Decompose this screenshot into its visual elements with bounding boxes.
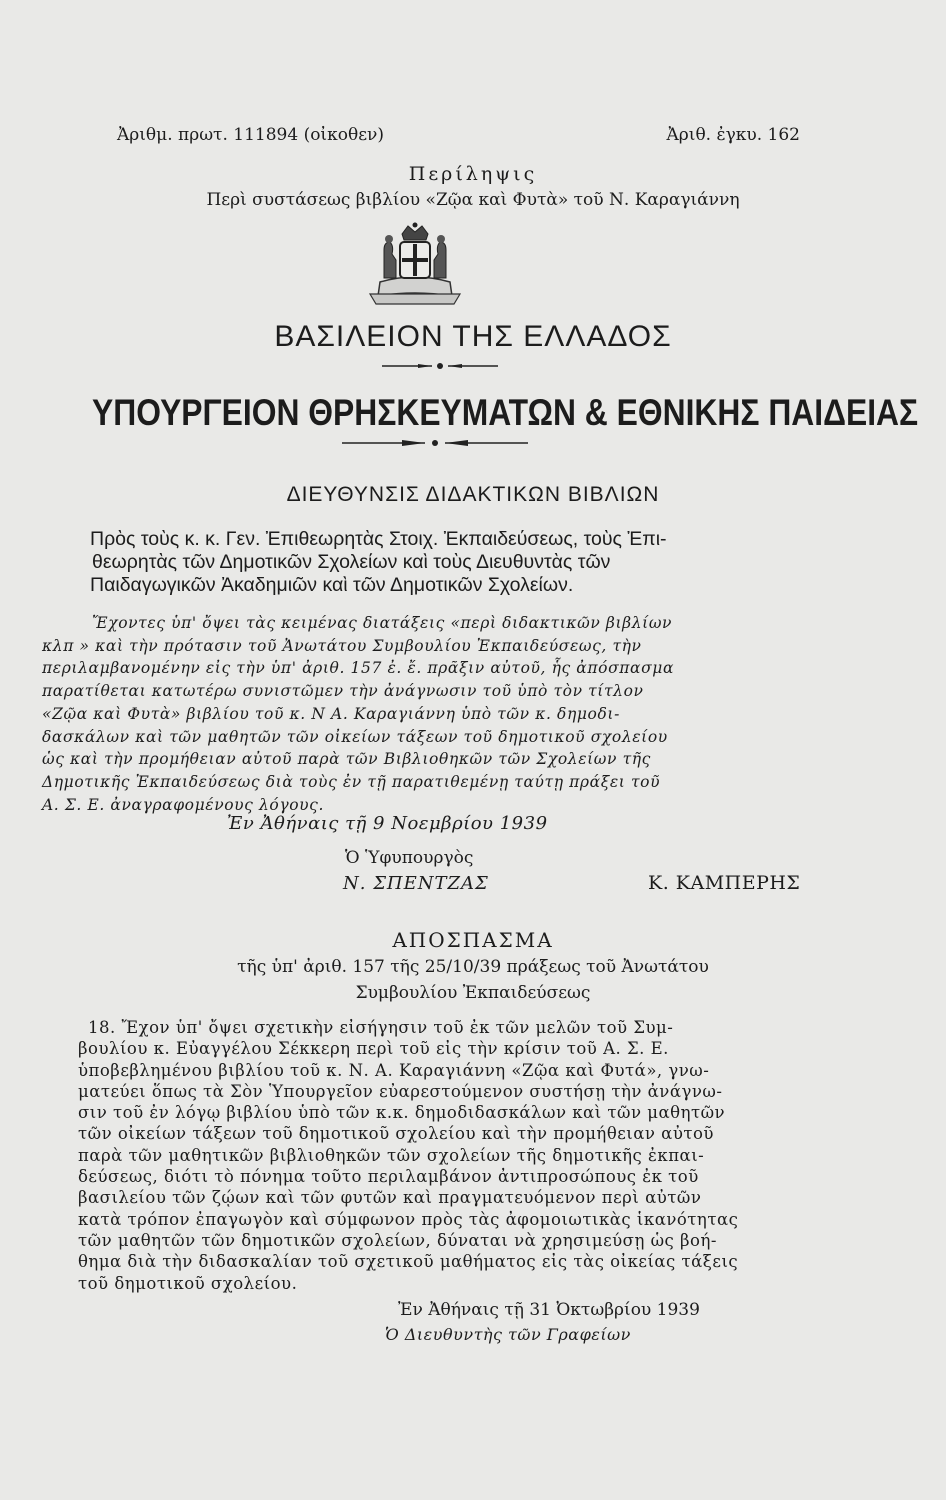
decision-date: Ἐν Ἀθήναις τῇ 9 Νοεμβρίου 1939	[227, 813, 548, 834]
extract-line: θημα διὰ τὴν διδασκαλίαν τοῦ σχετικοῦ μαθήματος εἰς τὰς οἰκείας τάξεις	[78, 1252, 739, 1272]
protocol-number: Ἀριθμ. πρωτ. 111894 (οἰκοθεν)	[117, 125, 384, 145]
decision-line: παρατίθεται κατωτέρω συνιστῶμεν τὴν ἀνάγνωσιν τοῦ ὑπὸ τὸν τίτλον	[42, 682, 644, 701]
extract-line: βασιλείου τῶν ζῴων καὶ τῶν φυτῶν καὶ πραγματευόμενον περὶ αὐτῶν	[78, 1188, 702, 1208]
extract-line: κατὰ τρόπον ἐπαγωγὸν καὶ σύμφωνον πρὸς τὰς ἀφομοιωτικὰς ἱκανότητας	[78, 1209, 739, 1229]
decision-line: Δημοτικῆς Ἐκπαιδεύσεως διὰ τοὺς ἐν τῇ παρατιθεμένῃ ταύτῃ πράξει τοῦ	[42, 772, 661, 791]
kingdom-heading: ΒΑΣΙΛΕΙΟΝ ΤΗΣ ΕΛΛΑΔΟΣ	[274, 320, 672, 353]
decision-line: «Ζῷα καὶ Φυτὰ» βιβλίου τοῦ κ. Ν Α. Καραγιάννη ὑπὸ τῶν κ. δημοδι-	[42, 704, 620, 723]
ornament-divider	[340, 437, 530, 449]
decision-text	[42, 612, 812, 816]
decision-line: Ἔχοντες ὑπ' ὄψει τὰς κειμένας διατάξεις «περὶ διδακτικῶν βιβλίων	[92, 614, 673, 632]
decision-line: περιλαμβανομένην εἰς τὴν ὑπ' ἀριθ. 157 ἐ. ἔ. πρᾶξιν αὐτοῦ, ἧς ἀπόσπασμα	[42, 659, 675, 678]
extract-signer: Ὁ Διευθυντὴς τῶν Γραφείων	[385, 1325, 631, 1344]
extract-line: ματεύει ὅπως τὰ Σὸν Ὑπουργεῖον εὐαρεστούμενον συστήσῃ τὴν ἀνάγνω-	[78, 1081, 723, 1101]
extract-line: τῶν μαθητῶν τῶν δημοτικῶν σχολείων, δύναται νὰ χρησιμεύσῃ ὡς βοή-	[78, 1230, 717, 1250]
extract-line: ὑποβεβλημένου βιβλίου τοῦ κ. Ν. Α. Καραγιάννη «Ζῷα καὶ Φυτά», γνω-	[78, 1060, 710, 1080]
recipient-line: Πρὸς τοὺς κ. κ. Γεν. Ἐπιθεωρητὰς Στοιχ. Ἐκπαιδεύσεως, τοὺς Ἐπι-	[90, 528, 667, 550]
extract-title: ΑΠΟΣΠΑΣΜΑ	[392, 928, 554, 952]
decision-line: Α. Σ. Ε. ἀναγραφομένους λόγους.	[42, 795, 324, 814]
ministry-heading: ΥΠΟΥΡΓΕΙΟΝ ΘΡΗΣΚΕΥΜΑΤΩΝ & ΕΘΝΙΚΗΣ ΠΑΙΔΕΙΑΣ	[92, 392, 919, 433]
recipients-block	[90, 528, 830, 597]
circular-number: Ἀριθ. ἐγκυ. 162	[666, 125, 800, 145]
recipient-line: Παιδαγωγικῶν Ἀκαδημιῶν καὶ τῶν Δημοτικῶν Σχολείων.	[90, 574, 574, 596]
extract-date: Ἐν Ἀθήναις τῇ 31 Ὀκτωβρίου 1939	[398, 1300, 700, 1320]
summary-subtitle: Περὶ συστάσεως βιβλίου «Ζῷα καὶ Φυτὰ» τοῦ Ν. Καραγιάννη	[206, 190, 740, 210]
decision-line: ὡς καὶ τὴν προμήθειαν αὐτοῦ παρὰ τῶν Βιβλιοθηκῶν τῶν Σχολείων τῆς	[42, 750, 651, 769]
recipient-line: θεωρητὰς τῶν Δημοτικῶν Σχολείων καὶ τοὺς Διευθυντὰς τῶν	[92, 551, 611, 573]
extract-line: τοῦ δημοτικοῦ σχολείου.	[78, 1273, 298, 1293]
extract-line: παρὰ τῶν μαθητικῶν βιβλιοθηκῶν τῶν σχολείων τῆς δημοτικῆς ἐκπαι-	[78, 1145, 705, 1165]
signatory-title: Ὁ Ὑφυπουργὸς	[345, 848, 474, 868]
extract-line: 18. Ἔχον ὑπ' ὄψει σχετικὴν εἰσήγησιν τοῦ ἐκ τῶν μελῶν τοῦ Συμ-	[88, 1018, 674, 1037]
extract-line: τῶν οἰκείων τάξεων τοῦ δημοτικοῦ σχολείου καὶ τὴν προμήθειαν αὐτοῦ	[78, 1124, 714, 1144]
extract-line: βουλίου κ. Εὐαγγέλου Σέκκερη περὶ τοῦ εἰς τὴν κρίσιν τοῦ Α. Σ. Ε.	[78, 1039, 669, 1059]
ornament-divider	[380, 360, 500, 372]
royal-coat-of-arms-icon	[360, 220, 470, 310]
decision-line: κλπ » καὶ τὴν πρότασιν τοῦ Ἀνωτάτου Συμβουλίου Ἐκπαιδεύσεως, τὴν	[42, 636, 642, 655]
direction-heading: ΔΙΕΥΘΥΝΣΙΣ ΔΙΔΑΚΤΙΚΩΝ ΒΙΒΛΙΩΝ	[286, 483, 660, 506]
decision-line: δασκάλων καὶ τῶν μαθητῶν τῶν οἰκείων τάξεων τοῦ δημοτικοῦ σχολείου	[42, 727, 668, 746]
extract-subtitle: Συμβουλίου Ἐκπαιδεύσεως	[355, 983, 591, 1003]
summary-title: Περίληψις	[408, 163, 538, 185]
extract-subtitle: τῆς ὑπ' ἀριθ. 157 τῆς 25/10/39 πράξεως τοῦ Ἀνωτάτου	[237, 957, 709, 977]
extract-line: δεύσεως, διότι τὸ πόνημα τοῦτο περιλαμβάνον ἀντιπροσώπους ἐκ τοῦ	[78, 1167, 699, 1187]
countersignatory-name: Κ. ΚΑΜΠΕΡΗΣ	[648, 872, 801, 894]
signatory-name: Ν. ΣΠΕΝΤΖΑΣ	[343, 873, 489, 894]
extract-body	[78, 1017, 818, 1294]
extract-line: σιν τοῦ ἐν λόγῳ βιβλίου ὑπὸ τῶν κ.κ. δημοδιδασκάλων καὶ τῶν μαθητῶν	[78, 1103, 726, 1123]
